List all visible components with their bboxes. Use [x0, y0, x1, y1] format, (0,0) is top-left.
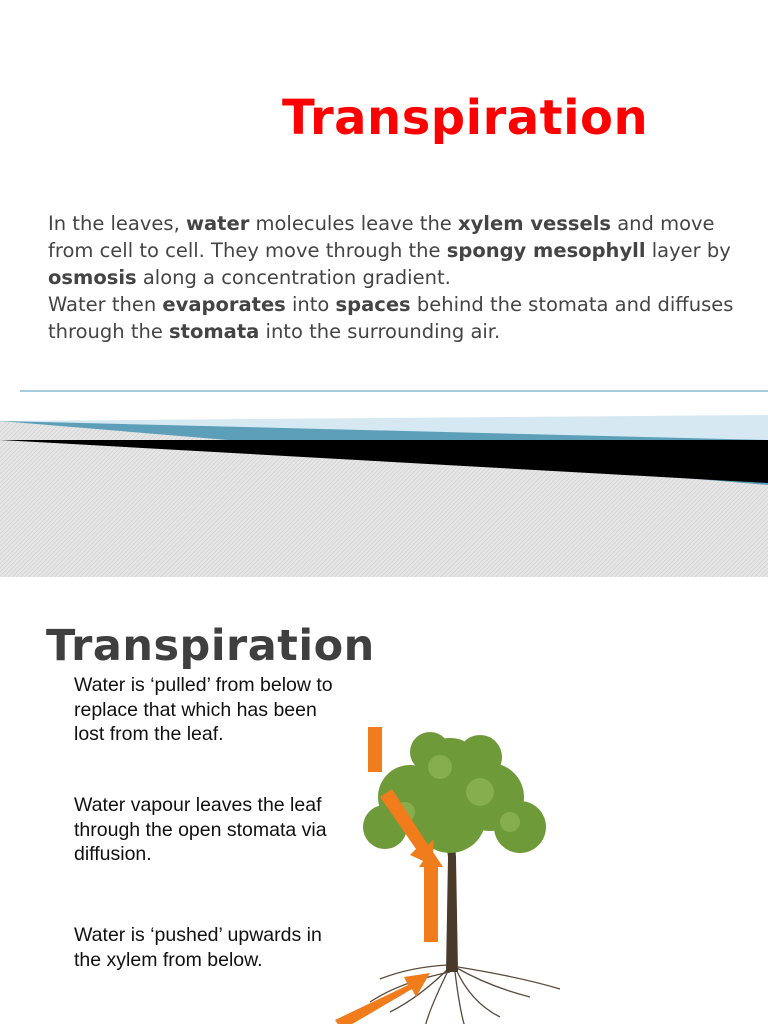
decorative-divider-band [0, 385, 768, 577]
slide-1 [0, 0, 768, 390]
arrow-up-top [363, 727, 387, 772]
note-pushed: Water is ‘pushed’ upwards in the xylem from below. [74, 924, 322, 971]
tree-illustration [330, 727, 620, 1024]
note-pulled: Water is ‘pulled’ from below to replace that which has been lost from the leaf. [74, 674, 333, 745]
bold-term: water [185, 212, 250, 235]
slide-2 [0, 577, 768, 1024]
slide-1-paragraph-2 [48, 291, 760, 345]
text-run: into the surrounding air. [259, 320, 501, 343]
slide-2-title: Transpiration [46, 621, 375, 671]
text-run: In the leaves, [48, 212, 186, 235]
text-run: behind the stomata and diffuses through the [48, 293, 734, 343]
slide-1-body [48, 210, 760, 345]
text-run: molecules leave the [249, 212, 459, 235]
text-run: into [285, 293, 336, 316]
slide-1-title: Transpiration [282, 90, 649, 146]
bold-term: stomata [169, 320, 260, 343]
slide-1-paragraph-1 [48, 210, 760, 291]
bold-term: osmosis [48, 266, 137, 289]
arrow-up-trunk [419, 849, 443, 942]
text-run: Water then [48, 293, 163, 316]
bold-term: evaporates [162, 293, 286, 316]
text-run: and move from cell to cell. They move through the [48, 212, 715, 262]
text-run: layer by [645, 239, 731, 262]
bold-term: xylem vessels [458, 212, 611, 235]
arrow-diagonal-root [335, 973, 430, 1024]
bold-term: spaces [335, 293, 411, 316]
note-vapour: Water vapour leaves the leaf through the open stomata via diffusion. [74, 794, 327, 865]
text-run: along a concentration gradient. [136, 266, 451, 289]
bold-term: spongy mesophyll [446, 239, 646, 262]
